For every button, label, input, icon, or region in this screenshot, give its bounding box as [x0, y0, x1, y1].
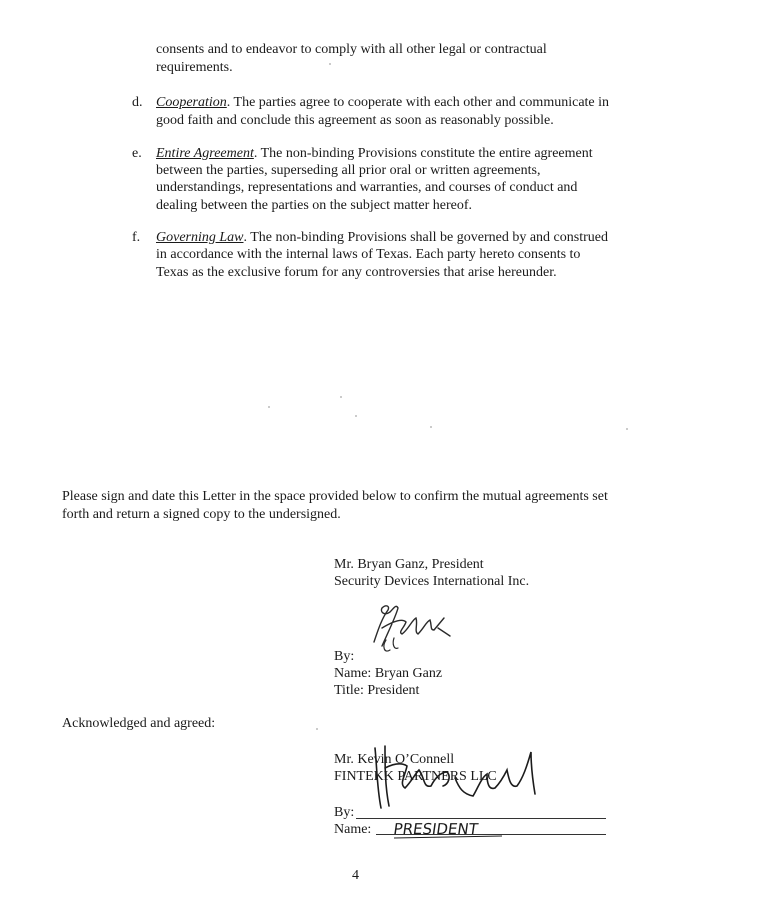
- recipient-company: FINTEKK PARTNERS LLC: [334, 769, 497, 784]
- instruction-line2: forth and return a signed copy to the undersigned.: [62, 507, 341, 522]
- clause-f-title: Governing Law: [156, 230, 244, 245]
- sender-name-line: Mr. Bryan Ganz, President: [334, 557, 484, 572]
- clause-d-line2: good faith and conclude this agreement as soon as reasonably possible.: [156, 113, 554, 128]
- clause-f-letter: f.: [132, 230, 141, 245]
- page-number: 4: [352, 868, 359, 883]
- clause-e-letter: e.: [132, 146, 142, 161]
- clause-c-continuation-line2: requirements.: [156, 60, 233, 75]
- scan-speck: [355, 415, 357, 417]
- sender-title-label: Title: President: [334, 683, 420, 698]
- instruction-line1: Please sign and date this Letter in the space provided below to confirm the mutual agreements set: [62, 489, 608, 504]
- sender-signature: [360, 600, 460, 658]
- clause-e-title: Entire Agreement: [156, 146, 254, 161]
- clause-e-line3: understandings, representations and warranties, and courses of conduct and: [156, 180, 578, 195]
- clause-f-text: . The non-binding Provisions shall be governed by and construed: [243, 230, 608, 245]
- scan-speck: [316, 728, 318, 730]
- clause-d-text: . The parties agree to cooperate with each other and communicate in: [226, 95, 610, 110]
- clause-f-line2: in accordance with the internal laws of Texas. Each party hereto consents to: [156, 247, 581, 262]
- recipient-handwritten-title: [392, 812, 512, 842]
- scan-speck: [268, 406, 270, 408]
- clause-d-letter: d.: [132, 95, 143, 110]
- scan-speck: [626, 428, 628, 430]
- acknowledged-label: Acknowledged and agreed:: [62, 716, 216, 731]
- clause-d-line1: [156, 93, 609, 112]
- clause-e-text: . The non-binding Provisions constitute the entire agreement: [253, 146, 593, 161]
- clause-f-line3: Texas as the exclusive forum for any controversies that arise hereunder.: [156, 265, 557, 280]
- recipient-name-line: Mr. Kevin O’Connell: [334, 752, 455, 767]
- recipient-signature: [355, 738, 555, 818]
- handwritten-title-text: PRESIDENT: [392, 820, 480, 838]
- recipient-by-label: By:: [334, 805, 355, 820]
- clause-e-line4: dealing between the parties on the subject matter hereof.: [156, 198, 473, 213]
- clause-d-title: Cooperation: [156, 95, 227, 110]
- scan-speck: [329, 63, 331, 65]
- sender-company: Security Devices International Inc.: [334, 574, 530, 589]
- sender-by-label: By:: [334, 649, 355, 664]
- sender-name-label: Name: Bryan Ganz: [334, 666, 443, 681]
- scan-speck: [340, 396, 342, 398]
- clause-e-line2: between the parties, superseding all prior oral or written agreements,: [156, 163, 541, 178]
- clause-c-continuation-line1: consents and to endeavor to comply with all other legal or contractual: [156, 42, 547, 57]
- recipient-name-label: Name:: [334, 822, 372, 837]
- scan-speck: [430, 426, 432, 428]
